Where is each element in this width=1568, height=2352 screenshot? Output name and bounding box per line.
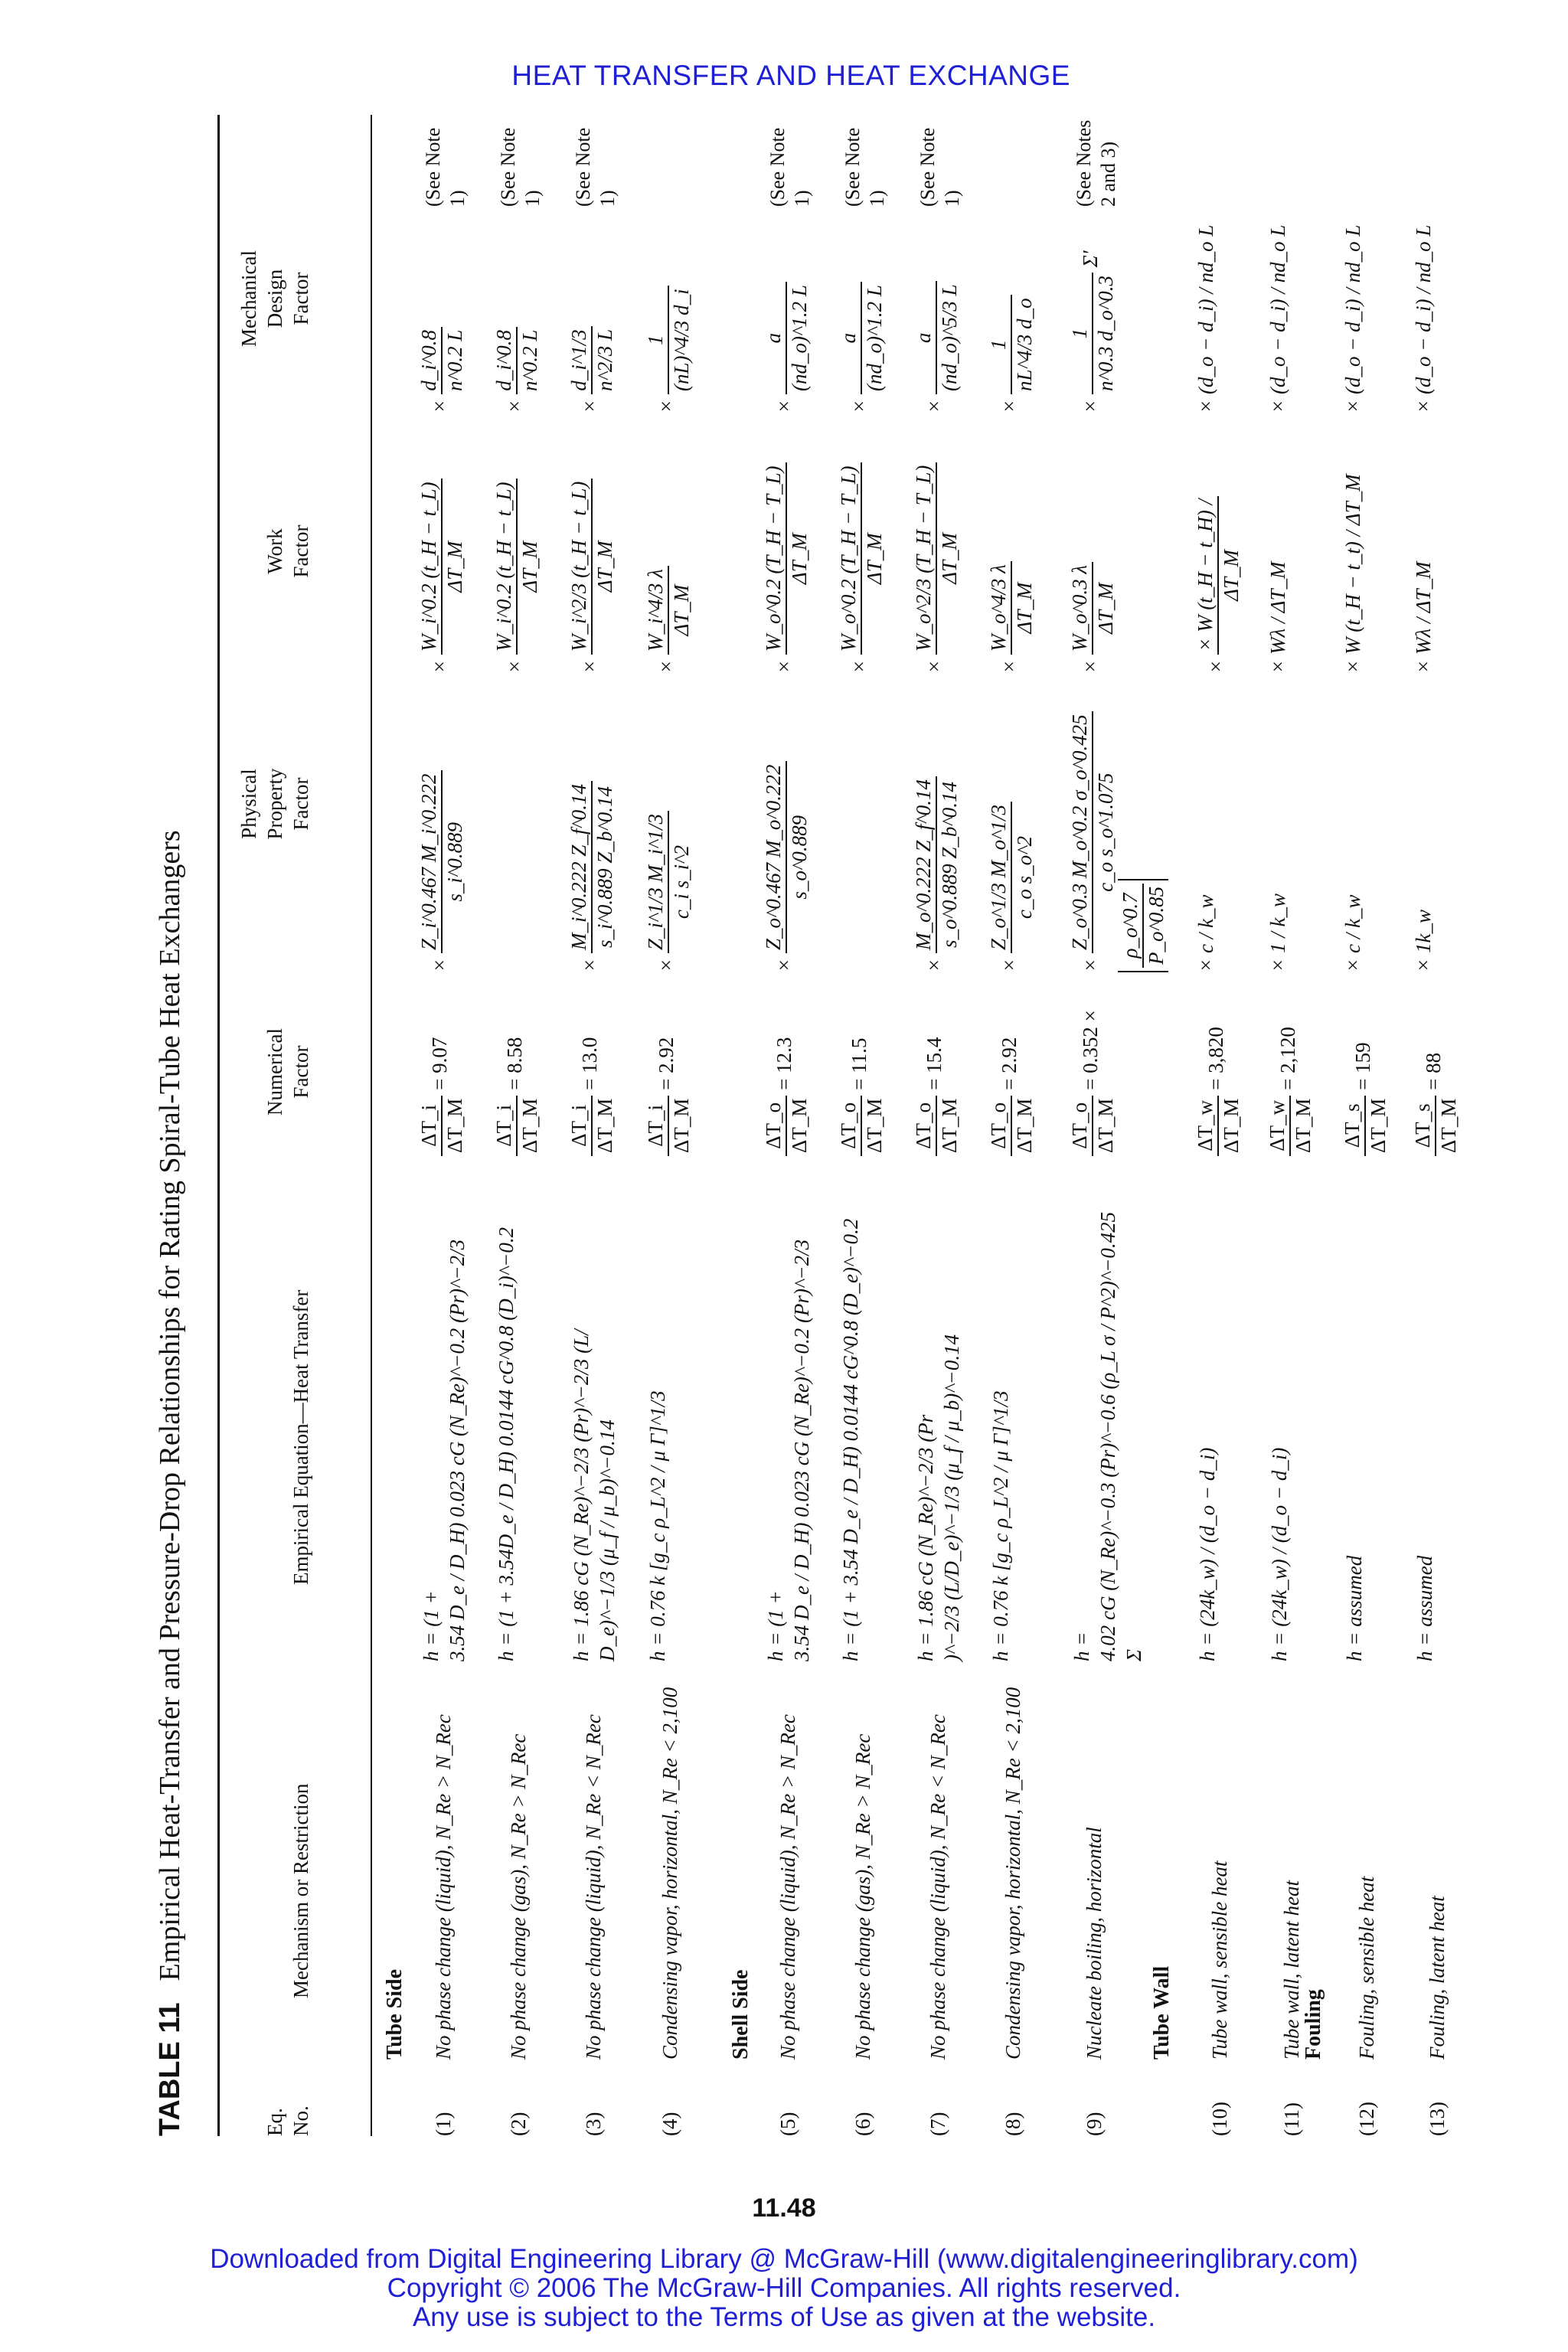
work-factor-fraction: W_o^0.2 (T_H − T_L) ΔT_M — [761, 462, 812, 655]
dt-ratio: ΔT_w ΔT_M — [1265, 1096, 1315, 1156]
equation-cell — [493, 1210, 519, 1661]
physical-property-cell: × M_o^0.222 Z_f^0.14 s_o^0.889 Z_b^0.14 — [911, 674, 962, 972]
section-fouling: Fouling — [1302, 1989, 1325, 2060]
numerical-value: = 88 — [1422, 1052, 1446, 1090]
mechanical-design-fraction: 1 (nL)^4/3 d_i — [643, 286, 694, 394]
table-caption — [153, 830, 187, 2136]
physical-property-fraction: M_i^0.222 Z_f^0.14 s_i^0.889 Z_b^0.14 — [567, 781, 617, 953]
numerical-factor-cell — [836, 972, 887, 1156]
equation-line-2: D_e)^−1/3 (μ_f / μ_b)^−0.14 — [596, 1419, 619, 1661]
work-factor-cell — [1410, 413, 1436, 674]
mechanism-cell: No phase change (liquid), N_Re < N_Rec — [582, 1714, 605, 2060]
work-factor-cell: × W_i^4/3 λ ΔT_M — [643, 413, 694, 674]
physical-property-cell: × Z_o^1/3 M_o^1/3 c_o s_o^2 — [986, 674, 1037, 972]
numerical-factor-cell — [416, 972, 467, 1156]
numerical-factor-cell — [911, 972, 962, 1156]
mechanism-cell: Condensing vapor, horizontal, N_Re < 2,100 — [1001, 1687, 1024, 2060]
physical-property-fraction: Z_i^0.467 M_i^0.222 s_i^0.889 — [416, 770, 467, 953]
mechanical-design-fraction: d_i^1/3 n^2/3 L — [567, 326, 617, 394]
rotated-table — [153, 115, 1460, 2136]
mechanism-cell: No phase change (gas), N_Re > N_Rec — [507, 1733, 530, 2060]
equation-line-1: h = (1 + — [420, 1590, 443, 1661]
physical-property-cell — [1193, 674, 1219, 972]
footer — [0, 2245, 1568, 2332]
mechanism-cell: No phase change (liquid), N_Re > N_Rec — [432, 1714, 455, 2060]
table-title: Empirical Heat-Transfer and Pressure-Drop Relationships for Rating Spiral-Tube Heat Exchangers — [154, 830, 186, 1981]
work-factor-fraction: × W (t_H − t_H) / ΔT_M — [1193, 496, 1243, 655]
physical-property-cell: × Z_o^0.3 M_o^0.2 σ_o^0.425 c_o s_o^1.075 ρ_o^0.7 P_o^0.85 — [1067, 674, 1168, 972]
mechanism-cell: Condensing vapor, horizontal, N_Re < 2,100 — [658, 1687, 681, 2060]
equation-line-1: h = (1 + — [764, 1590, 787, 1661]
header-mechanism: Mechanism or Restriction — [289, 1783, 312, 1998]
mechanical-design-fraction: a (nd_o)^1.2 L — [761, 282, 812, 394]
mechanical-design-text: × (d_o − d_i) / nd_o L — [1194, 224, 1217, 413]
work-factor-fraction: W_i^0.2 (t_H − t_L) ΔT_M — [492, 479, 542, 655]
sigma-prime: Σ′ — [1079, 250, 1102, 268]
table-row — [640, 115, 709, 2136]
note-cell: (See Note 1) — [841, 127, 888, 207]
equation-line-2: )^−2/3 (L/D_e)^−1/3 (μ_f / μ_b)^−0.14 — [940, 1334, 963, 1661]
header-eq-no: Eq. No. — [263, 2105, 312, 2136]
work-factor-text: × Wλ / ΔT_M — [1412, 561, 1435, 674]
equation-line-1: h = 1.86 cG (N_Re)^−2/3 (Pr — [914, 1414, 937, 1661]
top-rule — [217, 115, 220, 2136]
mechanical-design-cell: × 1 n^0.3 d_o^0.3 Σ′ — [1068, 250, 1117, 413]
numerical-factor-cell — [643, 972, 694, 1156]
table-row — [1337, 115, 1406, 2136]
mechanical-design-text: × (d_o − d_i) / nd_o L — [1341, 224, 1364, 413]
table-row — [564, 115, 632, 2136]
eq-number: (5) — [776, 2112, 799, 2136]
dt-ratio: ΔT_i ΔT_M — [643, 1096, 694, 1156]
dt-ratio: ΔT_o ΔT_M — [836, 1096, 887, 1156]
mechanical-design-fraction: d_i^0.8 n^0.2 L — [416, 327, 467, 394]
equation-cell — [763, 1210, 815, 1661]
table-row — [413, 115, 482, 2136]
work-factor-cell: × W_o^4/3 λ ΔT_M — [986, 413, 1037, 674]
equation-cell — [913, 1210, 965, 1661]
mechanical-design-cell — [1410, 214, 1436, 413]
mechanism-cell: No phase change (gas), N_Re > N_Rec — [851, 1733, 874, 2060]
section-tube-wall: Tube Wall — [1150, 1965, 1174, 2060]
table-row — [488, 115, 557, 2136]
numerical-value: = 3,820 — [1204, 1027, 1228, 1090]
dt-ratio: ΔT_w ΔT_M — [1193, 1096, 1243, 1156]
numerical-value: = 15.4 — [923, 1037, 946, 1090]
equation-cell — [1069, 1210, 1147, 1661]
mechanical-design-cell — [1265, 214, 1291, 413]
mechanism-cell: No phase change (liquid), N_Re < N_Rec — [926, 1714, 949, 2060]
equation-line-1: h = 0.76 k [g_c ρ_L^2 / μ Γ]^1/3 — [646, 1390, 669, 1661]
eq-number: (3) — [582, 2112, 605, 2136]
work-factor-fraction: W_o^2/3 (T_H − T_L) ΔT_M — [911, 462, 962, 655]
work-factor-cell: × W_i^2/3 (t_H − t_L) ΔT_M — [567, 413, 617, 674]
work-factor-text: × Wλ / ΔT_M — [1266, 561, 1289, 674]
mechanical-design-cell: × d_i^1/3 n^2/3 L — [567, 214, 617, 413]
equation-line-2: 3.54 D_e / D_H) 0.023 cG (N_Re)^−0.2 (Pr)^−2/3 — [446, 1239, 469, 1661]
physical-property-text: × c / k_w — [1341, 894, 1364, 972]
numerical-factor-cell — [986, 972, 1037, 1156]
page-number: 11.48 — [752, 2194, 816, 2223]
table-row — [758, 115, 827, 2136]
eq-number: (2) — [507, 2112, 530, 2136]
dt-ratio: ΔT_o ΔT_M — [986, 1096, 1037, 1156]
work-factor-cell: × W_i^0.2 (t_H − t_L) ΔT_M — [492, 413, 542, 674]
header-work: Work Factor — [263, 524, 312, 578]
mechanical-design-fraction: a (nd_o)^5/3 L — [911, 281, 962, 394]
dt-ratio: ΔT_i ΔT_M — [567, 1096, 617, 1156]
table-row — [1190, 115, 1259, 2136]
eq-number: (6) — [851, 2112, 874, 2136]
equation-line-1: h = 0.76 k [g_c ρ_L^2 / μ Γ]^1/3 — [989, 1390, 1012, 1661]
dt-ratio: ΔT_s ΔT_M — [1340, 1096, 1390, 1156]
table-row — [908, 115, 977, 2136]
work-factor-cell: × W_o^0.2 (T_H − T_L) ΔT_M — [836, 413, 887, 674]
work-factor-cell: × W_o^0.3 λ ΔT_M — [1067, 413, 1118, 674]
eq-number: (8) — [1001, 2112, 1024, 2136]
physical-property-fraction: Z_o^0.3 M_o^0.2 σ_o^0.425 c_o s_o^1.075 — [1067, 711, 1118, 953]
physical-property-cell: × Z_i^0.467 M_i^0.222 s_i^0.889 — [416, 674, 467, 972]
numerical-factor-cell — [1067, 972, 1118, 1156]
numerical-value: = 12.3 — [773, 1037, 796, 1090]
density-pressure-bracket: ρ_o^0.7 P_o^0.85 — [1118, 879, 1168, 972]
work-factor-cell: × W_i^0.2 (t_H − t_L) ΔT_M — [416, 413, 467, 674]
section-tube-side: Tube Side — [383, 1968, 407, 2060]
work-factor-cell: × W_o^0.2 (T_H − T_L) ΔT_M — [761, 413, 812, 674]
numerical-factor-cell — [1410, 972, 1461, 1156]
header-numerical: Numerical Factor — [263, 1028, 312, 1116]
numerical-value: = 9.07 — [428, 1037, 452, 1090]
table-number: TABLE 11 — [154, 2002, 186, 2136]
footer-line-3: Any use is subject to the Terms of Use as given at the website. — [412, 2302, 1156, 2332]
note-cell: (See Notes 2 and 3) — [1073, 119, 1119, 207]
numerical-factor-cell — [1265, 972, 1315, 1156]
table-row — [1407, 115, 1476, 2136]
mechanism-cell: Fouling, sensible heat — [1355, 1876, 1378, 2060]
table-row — [1262, 115, 1331, 2136]
mechanical-design-text: × (d_o − d_i) / nd_o L — [1266, 224, 1289, 413]
work-factor-cell — [1340, 413, 1366, 674]
numerical-value: = 2.92 — [998, 1037, 1021, 1090]
section-shell-side: Shell Side — [729, 1969, 753, 2060]
equation-cell — [1194, 1210, 1220, 1661]
header-equation: Empirical Equation—Heat Transfer — [289, 1289, 312, 1585]
note-cell: (See Note 1) — [766, 127, 813, 207]
footer-line-1: Downloaded from Digital Engineering Library @ McGraw-Hill (www.digitalengineeringlibrary.com) — [210, 2244, 1358, 2274]
mechanism-cell: No phase change (liquid), N_Re > N_Rec — [776, 1714, 799, 2060]
equation-line-2: 3.54 D_e / D_H) 0.023 cG (N_Re)^−0.2 (Pr)^−2/3 — [790, 1239, 813, 1661]
header-mechanical: Mechanical Design Factor — [237, 250, 312, 347]
eq-number: (12) — [1355, 2102, 1378, 2136]
equation-line-1: h = (1 + 3.54D_e / D_H) 0.0144 cG^0.8 (D_i)^−0.2 — [495, 1227, 518, 1661]
note-cell: (See Note 1) — [916, 127, 963, 207]
dt-ratio: ΔT_o ΔT_M — [761, 1096, 812, 1156]
physical-property-cell — [1410, 674, 1436, 972]
mechanical-design-fraction: 1 n^0.3 d_o^0.3 — [1067, 273, 1118, 394]
running-head: HEAT TRANSFER AND HEAT EXCHANGE — [511, 60, 1070, 91]
numerical-value: = 13.0 — [578, 1037, 602, 1090]
note-cell: (See Note 1) — [497, 127, 544, 207]
mechanical-design-cell: × 1 nL^4/3 d_o — [986, 214, 1037, 413]
work-factor-fraction: W_o^4/3 λ ΔT_M — [986, 561, 1037, 655]
numerical-factor-cell — [1193, 972, 1243, 1156]
mechanical-design-fraction: a (nd_o)^1.2 L — [836, 282, 887, 394]
eq-number: (1) — [432, 2112, 455, 2136]
physical-property-cell: × Z_o^0.467 M_o^0.222 s_o^0.889 — [761, 674, 812, 972]
equation-line-1: h = (24k_w) / (d_o − d_i) — [1196, 1447, 1219, 1661]
physical-property-fraction: Z_i^1/3 M_i^1/3 c_i s_i^2 — [643, 811, 694, 953]
table-row — [833, 115, 902, 2136]
numerical-factor-cell — [492, 972, 542, 1156]
work-factor-fraction: W_i^0.2 (t_H − t_L) ΔT_M — [416, 479, 467, 655]
mechanical-design-cell: × 1 (nL)^4/3 d_i — [643, 214, 694, 413]
equation-line-1: h = (24k_w) / (d_o − d_i) — [1268, 1447, 1291, 1661]
note-cell: (See Note 1) — [572, 127, 619, 207]
work-factor-cell — [1265, 413, 1291, 674]
mechanical-design-fraction: 1 nL^4/3 d_o — [986, 295, 1037, 394]
mechanical-design-cell: × a (nd_o)^1.2 L — [836, 214, 887, 413]
work-factor-fraction: W_o^0.3 λ ΔT_M — [1067, 562, 1118, 655]
mechanical-design-fraction: d_i^0.8 n^0.2 L — [492, 327, 542, 394]
eq-number: (7) — [926, 2112, 949, 2136]
numerical-value: = 8.58 — [503, 1037, 527, 1090]
physical-property-text: × 1 / k_w — [1266, 893, 1289, 972]
equation-cell — [418, 1210, 470, 1661]
work-factor-text: × W (t_H − t_t) / ΔT_M — [1341, 474, 1364, 674]
numerical-factor-cell — [1340, 972, 1390, 1156]
footer-line-2: Copyright © 2006 The McGraw-Hill Companies. All rights reserved. — [387, 2273, 1181, 2303]
physical-property-fraction: M_o^0.222 Z_f^0.14 s_o^0.889 Z_b^0.14 — [911, 776, 962, 953]
equation-line-1: h = (1 + 3.54 D_e / D_H) 0.0144 cG^0.8 (D_e)^−0.2 — [839, 1218, 862, 1661]
equation-line-1: h = 1.86 cG (N_Re)^−2/3 (Pr)^−2/3 (L/ — [570, 1329, 593, 1661]
mechanical-design-cell — [1340, 214, 1366, 413]
eq-number: (9) — [1083, 2112, 1106, 2136]
mechanical-design-cell: × a (nd_o)^1.2 L — [761, 214, 812, 413]
header-physical: Physical Property Factor — [237, 768, 312, 840]
numerical-value: = 11.5 — [848, 1037, 871, 1090]
dt-ratio: ΔT_i ΔT_M — [492, 1096, 542, 1156]
work-factor-fraction: W_i^4/3 λ ΔT_M — [643, 566, 694, 655]
work-factor-cell: × W_o^2/3 (T_H − T_L) ΔT_M — [911, 413, 962, 674]
dt-ratio: ΔT_o ΔT_M — [911, 1096, 962, 1156]
mechanism-cell: Fouling, latent heat — [1426, 1896, 1449, 2060]
equation-cell — [838, 1210, 864, 1661]
equation-line-1: h = assumed — [1413, 1555, 1436, 1661]
eq-number: (13) — [1426, 2102, 1449, 2136]
dt-ratio: ΔT_s ΔT_M — [1410, 1096, 1461, 1156]
eq-number: (4) — [658, 2112, 681, 2136]
equation-cell — [1266, 1210, 1292, 1661]
numerical-factor-cell — [761, 972, 812, 1156]
work-factor-cell: × × W (t_H − t_H) / ΔT_M — [1193, 413, 1243, 674]
mechanical-design-text: × (d_o − d_i) / nd_o L — [1412, 224, 1435, 413]
eq-number: (10) — [1208, 2102, 1231, 2136]
note-cell: (See Note 1) — [422, 127, 469, 207]
numerical-value: = 0.352 × — [1079, 1010, 1102, 1090]
table-row — [983, 115, 1052, 2136]
equation-cell — [645, 1210, 671, 1661]
physical-property-text: × c / k_w — [1194, 894, 1217, 972]
equation-cell — [568, 1210, 620, 1661]
numerical-value: = 2,120 — [1276, 1027, 1300, 1090]
mechanical-design-cell — [1193, 214, 1219, 413]
physical-property-cell: × M_i^0.222 Z_f^0.14 s_i^0.889 Z_b^0.14 — [567, 674, 617, 972]
header-rule — [371, 115, 372, 2136]
equation-cell — [1341, 1210, 1367, 1661]
numerical-value: = 2.92 — [655, 1037, 678, 1090]
physical-property-cell — [1265, 674, 1291, 972]
physical-property-text: × 1k_w — [1412, 910, 1435, 972]
dt-ratio: ΔT_o ΔT_M — [1067, 1096, 1118, 1156]
physical-property-cell — [1340, 674, 1366, 972]
mechanism-cell: Tube wall, sensible heat — [1208, 1860, 1231, 2060]
physical-property-fraction: Z_o^1/3 M_o^1/3 c_o s_o^2 — [986, 802, 1037, 953]
mechanism-cell: Tube wall, latent heat — [1280, 1880, 1303, 2060]
eq-number: (11) — [1280, 2102, 1303, 2136]
equation-cell — [988, 1210, 1014, 1661]
work-factor-fraction: W_i^2/3 (t_H − t_L) ΔT_M — [567, 479, 617, 655]
mechanism-cell: Nucleate boiling, horizontal — [1083, 1827, 1106, 2060]
equation-line-2: 4.02 cG (N_Re)^−0.3 (Pr)^−0.6 (ρ_L σ / P^2)^−0.425 Σ — [1096, 1211, 1145, 1661]
physical-property-fraction: Z_o^0.467 M_o^0.222 s_o^0.889 — [761, 761, 812, 953]
numerical-value: = 159 — [1351, 1042, 1375, 1090]
physical-property-cell: × Z_i^1/3 M_i^1/3 c_i s_i^2 — [643, 674, 694, 972]
mechanical-design-cell: × d_i^0.8 n^0.2 L — [416, 214, 467, 413]
equation-line-1: h = — [1070, 1632, 1093, 1661]
mechanical-design-cell: × a (nd_o)^5/3 L — [911, 214, 962, 413]
numerical-factor-cell — [567, 972, 617, 1156]
mechanical-design-cell: × d_i^0.8 n^0.2 L — [492, 214, 542, 413]
equation-cell — [1412, 1210, 1438, 1661]
equation-line-1: h = assumed — [1343, 1555, 1366, 1661]
work-factor-fraction: W_o^0.2 (T_H − T_L) ΔT_M — [836, 462, 887, 655]
dt-ratio: ΔT_i ΔT_M — [416, 1096, 467, 1156]
